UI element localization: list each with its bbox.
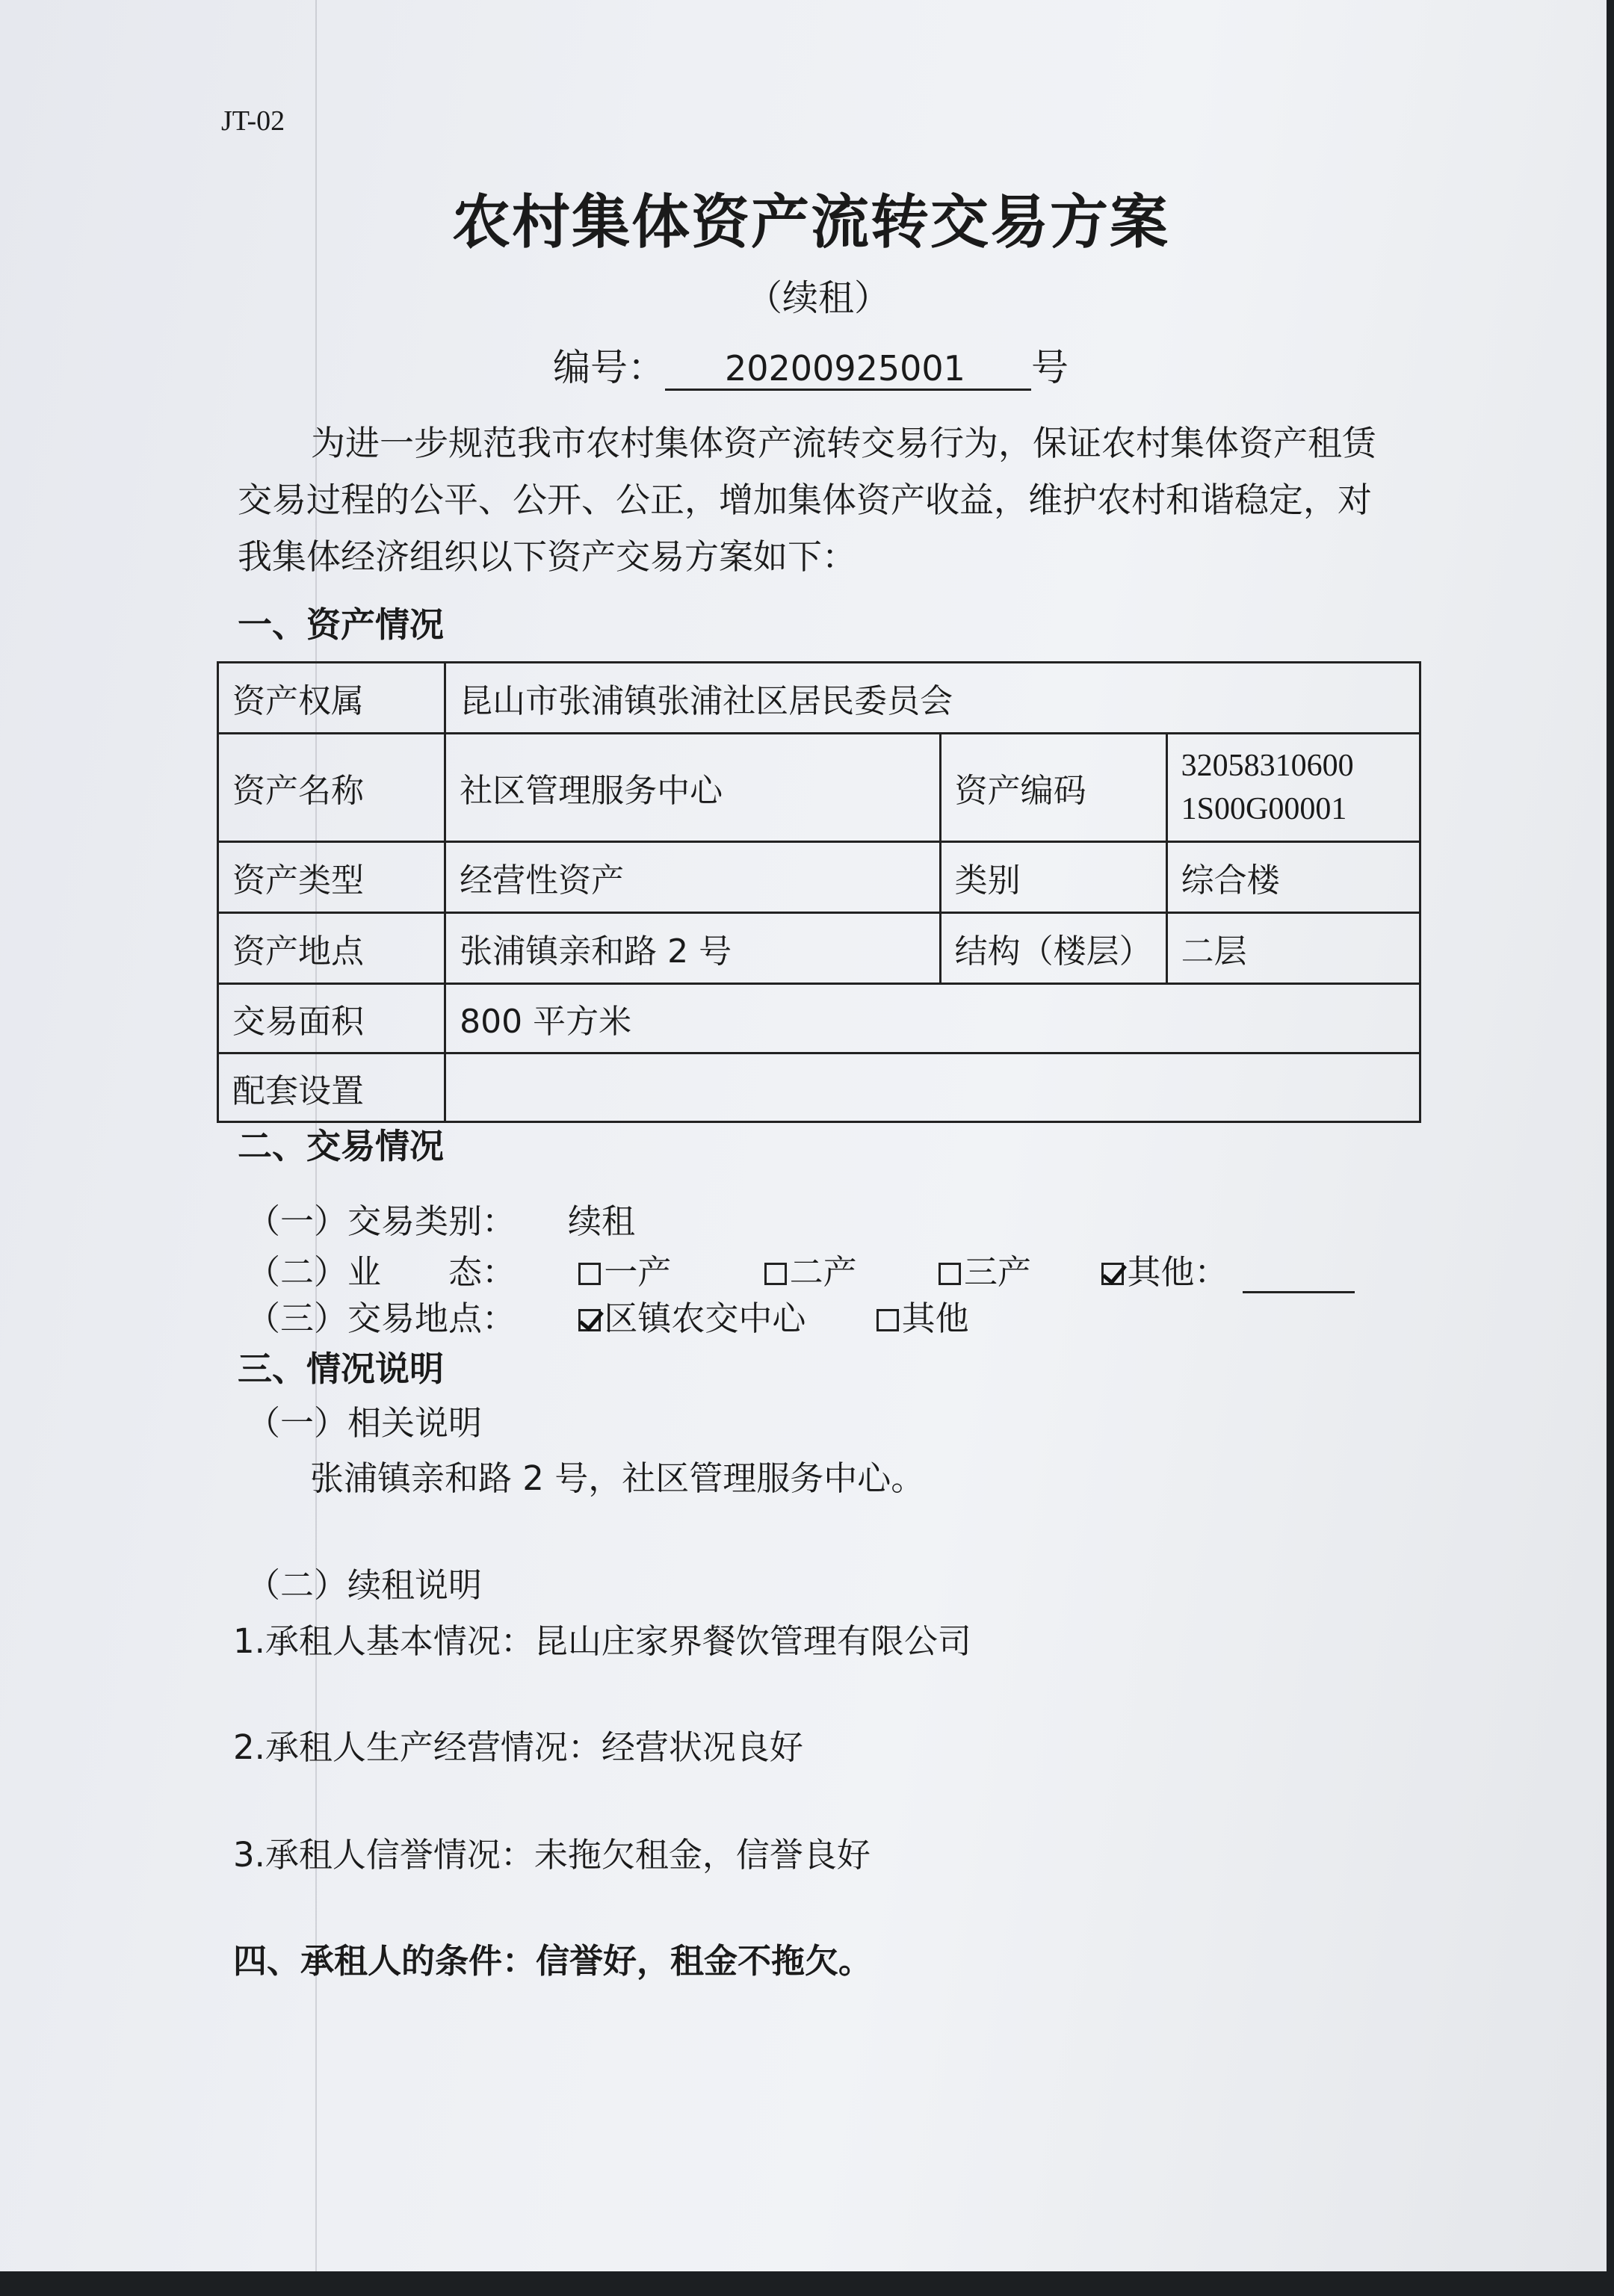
section4-text: 信誉好，租金不拖欠。 bbox=[536, 1941, 873, 1981]
related-notes-text: 张浦镇亲和路 2 号，社区管理服务中心。 bbox=[310, 1458, 925, 1498]
document-code: JT-02 bbox=[221, 105, 285, 137]
section4-line bbox=[233, 1934, 872, 1982]
name-label: 资产名称 bbox=[218, 734, 445, 842]
trade-type-line bbox=[247, 1194, 635, 1243]
type-label: 资产类型 bbox=[218, 842, 445, 913]
document-number bbox=[553, 338, 1069, 392]
industry-option-secondary[interactable]: 二产 bbox=[764, 1252, 857, 1292]
facilities-value bbox=[445, 1053, 1420, 1122]
venue-option-center[interactable]: 区镇农交中心 bbox=[578, 1299, 806, 1338]
related-notes-heading: （一）相关说明 bbox=[247, 1403, 483, 1443]
code-value bbox=[1166, 734, 1420, 842]
table-row bbox=[218, 913, 1420, 984]
category-label: 类别 bbox=[940, 842, 1166, 913]
section2-heading: 二、交易情况 bbox=[238, 1126, 444, 1166]
code-value-line1: 32058310600 bbox=[1181, 749, 1354, 783]
checkbox-checked-icon[interactable] bbox=[578, 1309, 601, 1331]
area-label: 交易面积 bbox=[218, 984, 445, 1053]
ownership-label: 资产权属 bbox=[218, 663, 445, 734]
type-value: 经营性资产 bbox=[445, 842, 941, 913]
table-row bbox=[218, 984, 1420, 1053]
location-label: 资产地点 bbox=[218, 913, 445, 984]
table-row bbox=[218, 1053, 1420, 1122]
structure-label: 结构（楼层） bbox=[940, 913, 1166, 984]
number-value: 20200925001 bbox=[665, 348, 1031, 391]
facilities-label: 配套设置 bbox=[218, 1053, 445, 1122]
document-subtitle: （续租） bbox=[746, 277, 890, 319]
checkbox-icon[interactable] bbox=[578, 1263, 601, 1285]
checkbox-icon[interactable] bbox=[876, 1309, 899, 1331]
category-value: 综合楼 bbox=[1166, 842, 1420, 913]
renewal-item-3: 3.承租人信誉情况：未拖欠租金，信誉良好 bbox=[233, 1835, 871, 1875]
industry-line bbox=[247, 1245, 1355, 1293]
venue-label: （三）交易地点： bbox=[247, 1299, 516, 1338]
code-value-line2: 1S00G00001 bbox=[1181, 792, 1347, 826]
checkbox-checked-icon[interactable] bbox=[1101, 1263, 1124, 1285]
table-row bbox=[218, 842, 1420, 913]
renewal-item-2: 2.承租人生产经营情况：经营状况良好 bbox=[233, 1727, 803, 1767]
name-value: 社区管理服务中心 bbox=[445, 734, 941, 842]
checkbox-icon[interactable] bbox=[939, 1263, 961, 1285]
intro-paragraph: 为进一步规范我市农村集体资产流转交易行为，保证农村集体资产租赁交易过程的公平、公开、公正，增加集体资产收益，维护农村和谐稳定，对我集体经济组织以下资产交易方案如下： bbox=[238, 423, 1376, 577]
asset-table bbox=[217, 661, 1421, 1123]
renewal-notes-heading: （二）续租说明 bbox=[247, 1565, 483, 1605]
industry-option-tertiary[interactable]: 三产 bbox=[939, 1252, 1031, 1292]
ownership-value: 昆山市张浦镇张浦社区居民委员会 bbox=[445, 663, 1420, 734]
section1-heading: 一、资产情况 bbox=[238, 604, 444, 645]
industry-option-other[interactable]: 其他： bbox=[1101, 1252, 1228, 1292]
table-row bbox=[218, 663, 1420, 734]
number-label: 编号： bbox=[553, 346, 665, 389]
document-title: 农村集体资产流转交易方案 bbox=[451, 189, 1169, 256]
area-value: 800 平方米 bbox=[445, 984, 1420, 1053]
number-suffix: 号 bbox=[1031, 346, 1069, 389]
renewal-item-1: 1.承租人基本情况：昆山庄家界餐饮管理有限公司 bbox=[233, 1621, 971, 1661]
structure-value: 二层 bbox=[1166, 913, 1420, 984]
location-value: 张浦镇亲和路 2 号 bbox=[445, 913, 941, 984]
trade-type-label: （一）交易类别： bbox=[247, 1201, 516, 1241]
industry-label: （二）业 态： bbox=[247, 1252, 516, 1292]
section4-heading: 四、承租人的条件： bbox=[233, 1941, 537, 1981]
checkbox-icon[interactable] bbox=[764, 1263, 787, 1285]
code-label: 资产编码 bbox=[940, 734, 1166, 842]
section3-heading: 三、情况说明 bbox=[238, 1349, 444, 1389]
trade-type-value: 续租 bbox=[568, 1201, 636, 1241]
table-row bbox=[218, 734, 1420, 842]
venue-option-other[interactable]: 其他 bbox=[876, 1299, 969, 1338]
other-blank-field[interactable] bbox=[1243, 1261, 1355, 1293]
venue-line bbox=[247, 1291, 969, 1340]
industry-option-primary[interactable]: 一产 bbox=[578, 1252, 671, 1292]
